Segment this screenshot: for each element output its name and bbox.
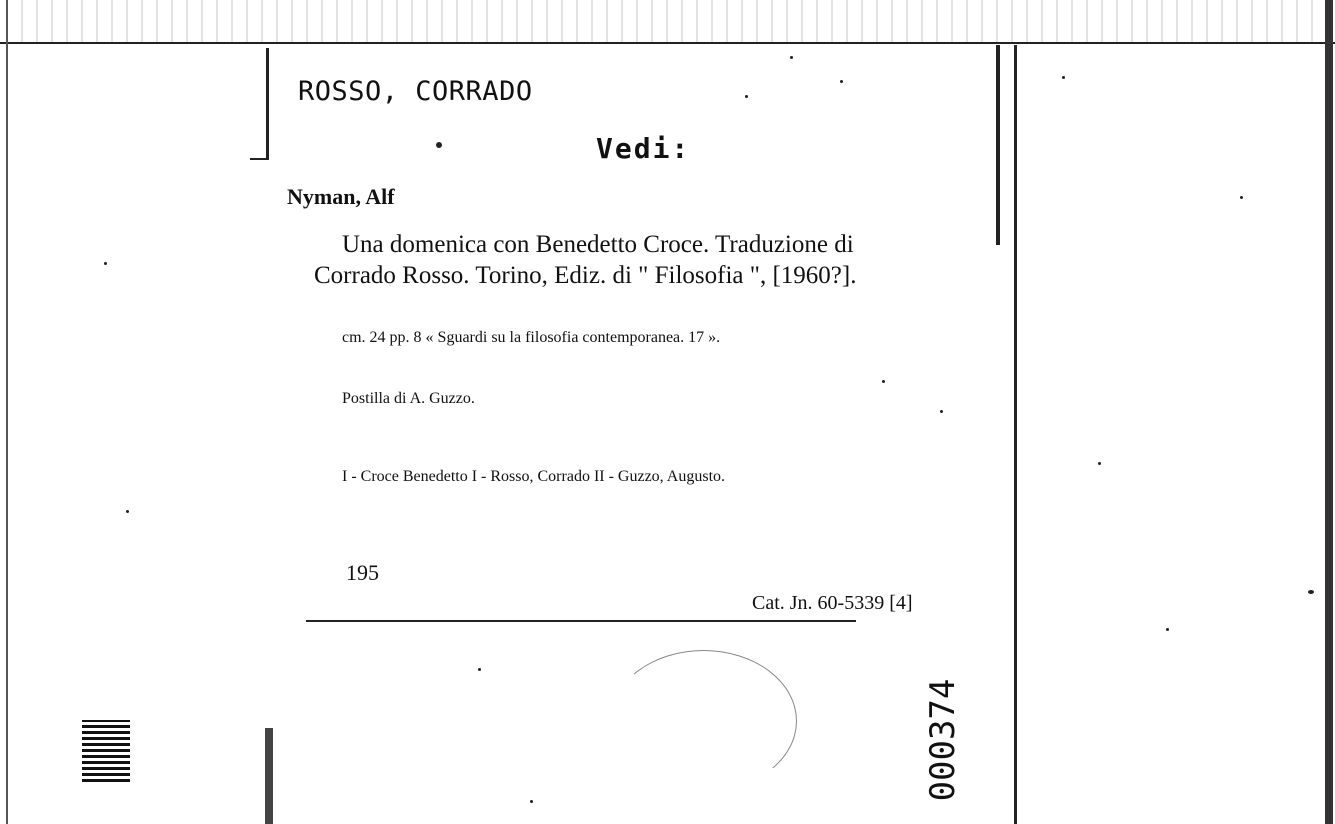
scan-speck (1062, 76, 1065, 79)
collation-line: cm. 24 pp. 8 « Sguardi su la filosofia contemporanea. 17 ». (342, 329, 721, 346)
scan-speck (478, 668, 481, 671)
scan-speck (104, 262, 107, 265)
card-left-bracket (266, 48, 269, 160)
note-line: Postilla di A. Guzzo. (342, 390, 475, 407)
see-reference-label: Vedi: (596, 132, 691, 165)
card-heading: ROSSO, CORRADO (298, 76, 533, 107)
shelf-number: 195 (346, 560, 379, 585)
punch-hole-outline (610, 650, 797, 792)
scan-speck (436, 142, 442, 148)
card-bottom-line (306, 620, 856, 622)
scan-speck (840, 80, 843, 83)
top-border-line (0, 42, 1335, 44)
card-left-bracket-foot (250, 158, 268, 160)
scan-speck (530, 800, 533, 803)
card-right-border (996, 45, 1000, 245)
title-line-2: Corrado Rosso. Torino, Ediz. di " Filosofia ", [1960?]. (314, 262, 857, 289)
title-line-1: Una domenica con Benedetto Croce. Traduzione di (342, 231, 854, 258)
scan-speck (1240, 196, 1243, 199)
scan-speck (882, 380, 885, 383)
author-entry: Nyman, Alf (287, 184, 395, 209)
right-frame-edge (1325, 0, 1333, 824)
scan-speck (1308, 590, 1314, 594)
frame-number-vertical: 000374 (923, 678, 963, 802)
film-frame-strip (0, 0, 1335, 42)
catalog-card-number: Cat. Jn. 60-5339 [4] (752, 592, 913, 614)
card-right-border-lower (1014, 45, 1017, 824)
scan-speck (940, 410, 943, 413)
scan-speck (1166, 628, 1169, 631)
scan-speck (1098, 462, 1101, 465)
scan-speck (790, 56, 793, 59)
left-frame-edge (6, 0, 8, 824)
tracings-line: I - Croce Benedetto I - Rosso, Corrado II - Guzzo, Augusto. (342, 468, 726, 485)
film-target-mark (82, 720, 130, 782)
scan-speck (745, 95, 748, 98)
lower-left-bracket (265, 728, 273, 824)
scan-speck (126, 510, 129, 513)
